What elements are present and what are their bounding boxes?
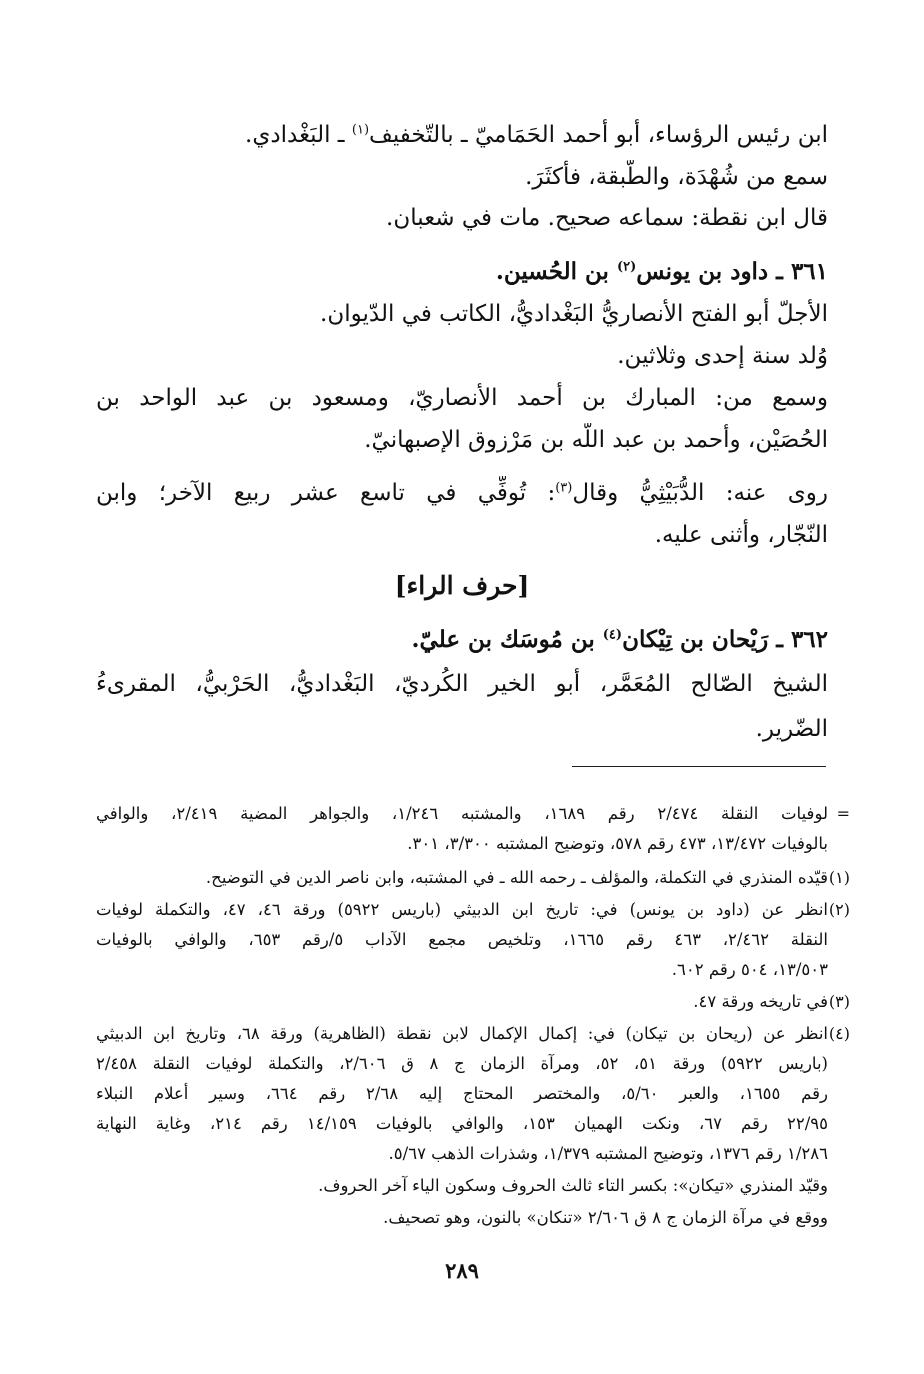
body-text: ـ البَغْدادي. [245, 122, 352, 148]
footnote-marker: (٢) [828, 900, 850, 919]
body-line: الشيخ الصّالح المُعَمَّر، أبو الخير الكُرديّ، البَغْداديُّ، الحَرْبيُّ، المقرىءُ [96, 671, 828, 697]
body-line: الأجلّ أبو الفتح الأنصاريُّ البَغْداديُّ، الكاتب في الدّيوان. [320, 301, 828, 327]
body-line: قال ابن نقطة: سماعه صحيح. مات في شعبان. [386, 205, 828, 231]
footnote-marker: (٣) [828, 992, 850, 1011]
entry-title: بن مُوسَك بن عليّ. [411, 626, 603, 653]
footnote-reference: (٢) [616, 259, 637, 275]
footnote-line: بالوفيات ١٣/٤٧٢، ٤٧٣ رقم ٥٧٨، وتوضيح المشتبه ٣/٣٠٠، ٣٠١. [407, 834, 828, 853]
body-line: وُلد سنة إحدى وثلاثين. [617, 343, 828, 369]
footnote-marker: (٤) [828, 1024, 850, 1043]
entry-heading-362 [96, 623, 828, 657]
footnote-line: ١٣/٥٠٣، ٥٠٤ رقم ٦٠٢. [671, 960, 828, 979]
body-text: ابن رئيس الرؤساء، أبو أحمد الحَمَاميّ ـ بالتّخفيف [369, 122, 828, 148]
footnote-line: ١/٢٨٦ رقم ١٣٧٦، وتوضيح المشتبه ١/٣٧٩، وشذرات الذهب ٥/٦٧. [388, 1144, 828, 1163]
footnote-line: ٢٢/٩٥ رقم ٦٧، ونكت الهميان ١٥٣، والوافي بالوفيات ١٤/١٥٩ رقم ٢١٤، وغاية النهاية [96, 1114, 828, 1133]
entry-title: بن الحُسين. [495, 258, 617, 285]
footnote-reference: (١) [351, 122, 370, 138]
body-line [96, 476, 828, 510]
body-line: سمع من شُهْدَة، والطّبقة، فأكثَرَ. [525, 164, 828, 190]
footnote-line: (باريس ٥٩٢٢) ورقة ٥١، ٥٢، ومرآة الزمان ج ٨ ق ٢/٦٠٦، والتكملة لوفيات النقلة ٢/٤٥٨ [96, 1054, 828, 1073]
footnote-marker: (١) [828, 868, 850, 887]
footnote-line: وقيّد المنذري «تيكان»: بكسر التاء ثالث الحروف وسكون الياء آخر الحروف. [318, 1176, 828, 1195]
body-text: : تُوفِّي في تاسع عشر ربيع الآخر؛ وابن [96, 480, 556, 506]
footnote-line: قيّده المنذري في التكملة، والمؤلف ـ رحمه الله ـ في المشتبه، وابن ناصر الدين في التوضيح. [205, 868, 828, 887]
footnote-marker: = [836, 804, 850, 823]
body-line: الضّرير. [755, 716, 828, 742]
page-number: ٢٨٩ [445, 1258, 479, 1283]
body-line [96, 118, 828, 152]
body-line: النّجّار، وأثنى عليه. [654, 522, 828, 548]
footnote-line: في تاريخه ورقة ٤٧. [693, 992, 828, 1011]
section-heading: [حرف الراء] [394, 571, 530, 600]
body-text: روى عنه: الدُّبَيْثِيُّ وقال [572, 480, 828, 506]
footnote-line: رقم ١٦٥٥، والعبر ٥/٦٠، والمختصر المحتاج إليه ٢/٦٨ رقم ٦٦٤، وسير أعلام النبلاء [96, 1084, 828, 1103]
footnote-line: ووقع في مرآة الزمان ج ٨ ق ٢/٦٠٦ «تنكان» بالنون، وهو تصحيف. [383, 1208, 828, 1227]
entry-title: ٣٦٢ ـ رَيْحان بن تِيْكان [622, 626, 828, 653]
entry-title: ٣٦١ ـ داود بن يونس [636, 258, 828, 285]
footnote-line: انظر عن (ريحان بن تيكان) في: إكمال الإكمال لابن نقطة (الظاهرية) ورقة ٦٨، وتاريخ ابن الدبيثي [96, 1024, 828, 1043]
body-line: الحُصَيْن، وأحمد بن عبد اللّه بن مَرْزوق الإصبهانيّ. [364, 427, 828, 453]
footnote-line: انظر عن (داود بن يونس) في: تاريخ ابن الدبيثي (باريس ٥٩٢٢) ورقة ٤٦، ٤٧، والتكملة لوفيات [96, 900, 828, 919]
footnote-reference: (٤) [602, 627, 623, 643]
body-line: وسمع من: المبارك بن أحمد الأنصاريّ، ومسعود بن عبد الواحد بن [96, 385, 828, 411]
footnote-line: النقلة ٢/٤٦٢، ٤٦٣ رقم ١٦٦٥، وتلخيص مجمع الآداب ٥/رقم ٦٥٣، والوافي بالوفيات [96, 930, 828, 949]
footnote-separator [572, 766, 826, 767]
footnote-reference: (٣) [555, 480, 573, 496]
entry-heading-361 [96, 255, 828, 289]
footnote-line: لوفيات النقلة ٢/٤٧٤ رقم ١٦٨٩، والمشتبه ١/٢٤٦، والجواهر المضية ٢/٤١٩، والوافي [96, 804, 828, 823]
